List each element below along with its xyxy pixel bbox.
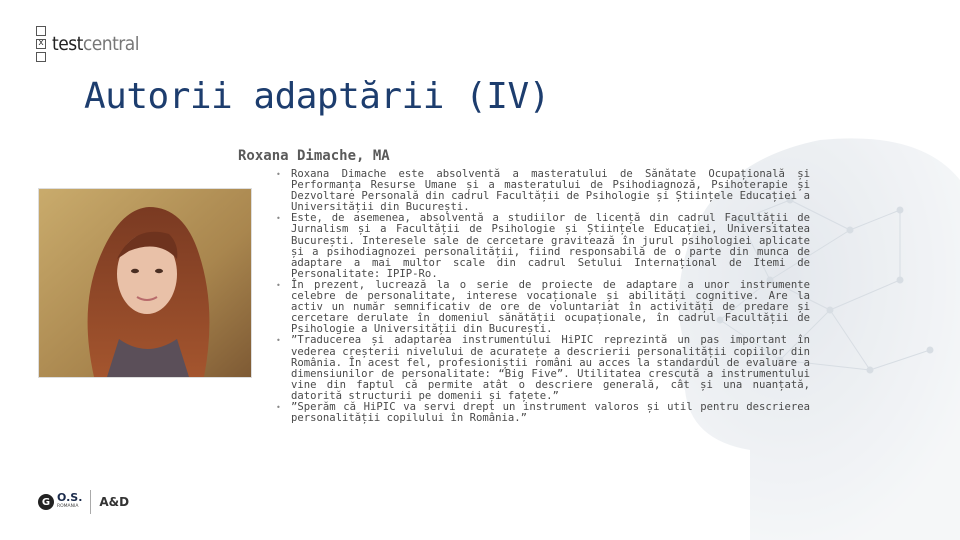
g-circle-icon: G bbox=[38, 494, 54, 510]
logo-text-bold: test bbox=[52, 33, 83, 55]
list-item bbox=[276, 169, 810, 213]
list-item-text: Este, de asemenea, absolventă a studiilor de licență din cadrul Facultății de Jurnalism și a Facultății de Psihologie și Științele Educației, Universitatea București. Interesele sale de cercetare gravitează în jurul psihologiei aplicate și a psihodiagnozei personalității, fiind responsabilă de o parte din munca de adaptare a mai multor scale din cadrul Setului Internațional de Itemi de Personalitate: IPIP-Ro. bbox=[291, 212, 810, 280]
author-photo bbox=[38, 188, 252, 378]
square-icon bbox=[36, 26, 46, 36]
list-item-text: ”Sperăm că HiPIC va servi drept un instrument valoros și util pentru descrierea personalității copilului în România.” bbox=[291, 400, 810, 425]
list-item bbox=[276, 213, 810, 280]
logo-text-light: central bbox=[82, 33, 140, 55]
bio-list bbox=[276, 169, 810, 424]
asd-logo bbox=[99, 495, 129, 509]
partner-logos bbox=[38, 490, 129, 514]
os-logo-name: O.S. bbox=[57, 491, 83, 504]
list-item-text: ”Traducerea și adaptarea instrumentului HiPIC reprezintă un pas important în vederea creșterii nivelului de acuratețe a descrierii personalității copiilor din România. În acest fel, profesioniștii români au acces la standardul de evaluare a dimensiunilor de personalitate: “Big Five”. Utilitatea crescută a instrumentului vine din faptul că permite atât o descriere generală, cât și una nuanțată, datorită structurii pe domenii și fațete.” bbox=[291, 334, 810, 402]
list-item-text: În prezent, lucrează la o serie de proiecte de adaptare a unor instrumente celebre de personalitate, interese vocaționale și abilități cognitive. Are la activ un număr semnificativ de ore de voluntariat în activități de predare și cercetare derulate în domeniul sănătății ocupaționale, în cadrul Facultății de Psihologie a Universității din București. bbox=[291, 278, 810, 336]
bullet-icon: • bbox=[276, 214, 281, 224]
logo-divider bbox=[90, 490, 91, 514]
portrait-image bbox=[39, 189, 251, 377]
bullet-icon: • bbox=[276, 170, 281, 179]
square-icon bbox=[36, 52, 46, 62]
list-item bbox=[276, 335, 810, 402]
slide-title: Autorii adaptării (IV) bbox=[84, 76, 550, 117]
list-item-text: Roxana Dimache este absolventă a masteratului de Sănătate Ocupațională și Performanța Resurse Umane și a masteratului de Psihodiagnoză, Psihoterapie și Dezvoltare Personală din cadrul Facultății de Psihologie și Științele Educației a Universității din București. bbox=[291, 168, 810, 214]
logo-squares bbox=[36, 26, 46, 62]
os-logo-sub: ROMANIA bbox=[57, 504, 79, 509]
bullet-icon: • bbox=[276, 336, 281, 346]
testcentral-logo bbox=[36, 26, 139, 62]
author-name: Roxana Dimache, MA bbox=[238, 148, 390, 164]
asd-logo-mark: A&D bbox=[99, 495, 130, 509]
bullet-icon: • bbox=[276, 402, 281, 412]
bullet-icon: • bbox=[276, 280, 281, 290]
x-square-icon: x bbox=[36, 39, 46, 49]
logo-text bbox=[52, 33, 139, 55]
os-romania-logo bbox=[38, 493, 82, 511]
list-item bbox=[276, 402, 810, 424]
list-item bbox=[276, 280, 810, 335]
